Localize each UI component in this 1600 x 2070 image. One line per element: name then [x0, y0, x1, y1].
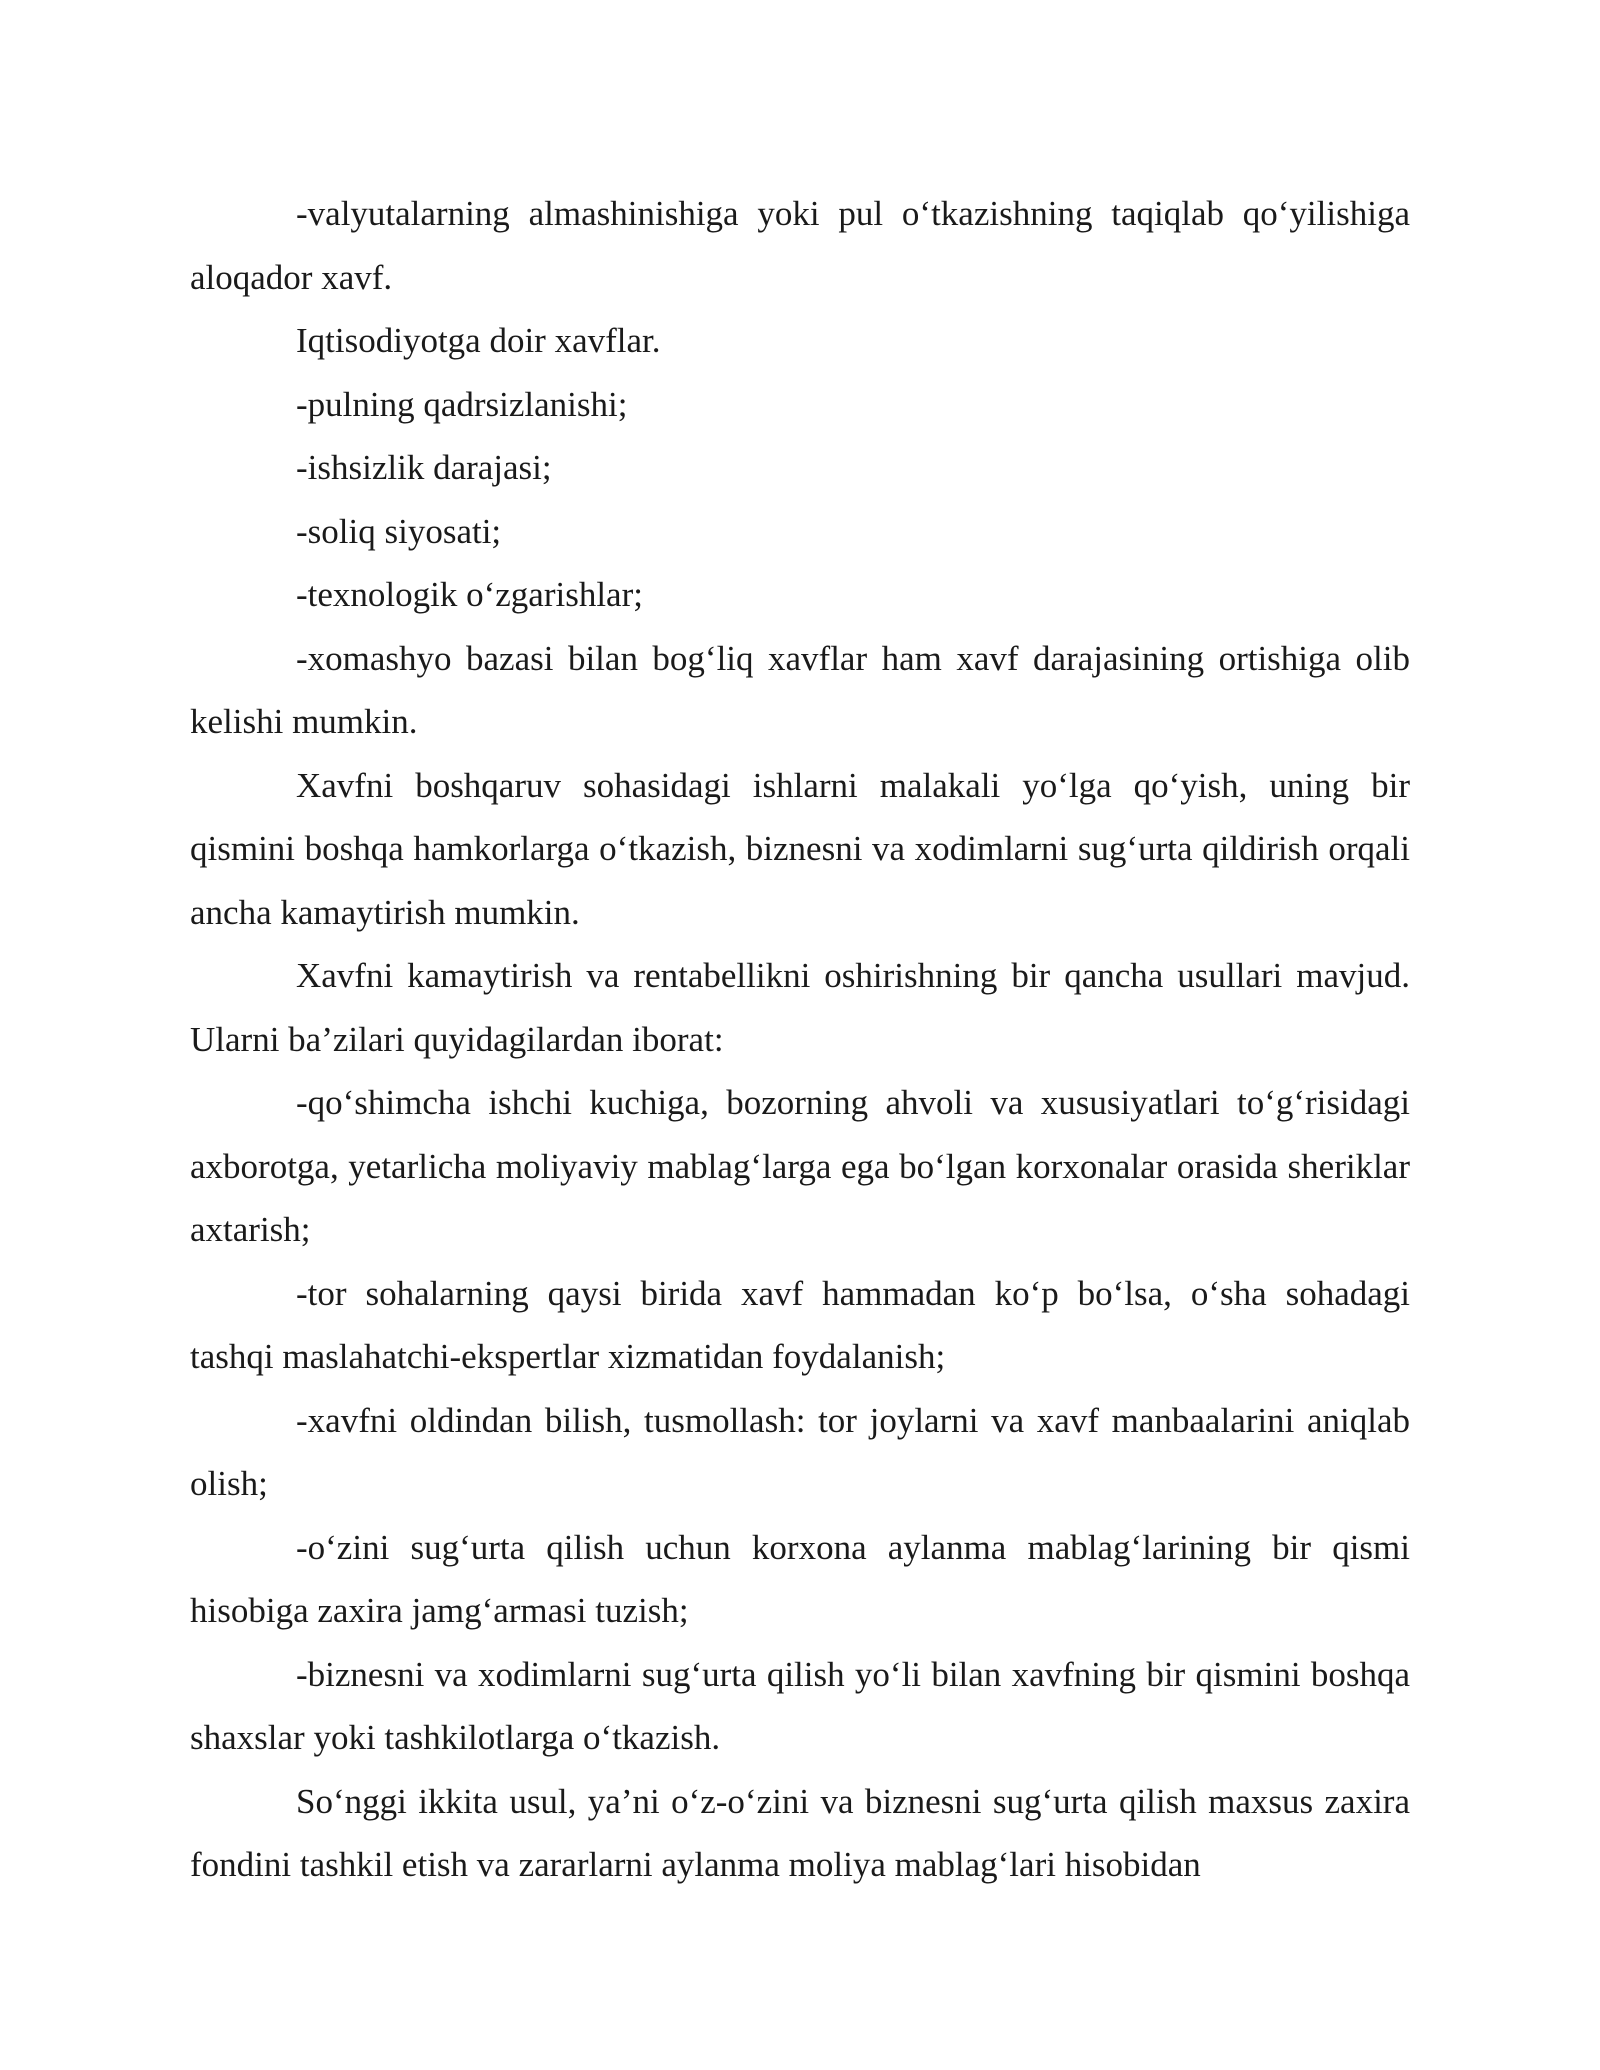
paragraph-currency-exchange-risk: -valyutalarning almashinishiga yoki pul o‘tkazishning taqiqlab qo‘yilishiga aloqador xavf. — [190, 194, 1410, 297]
list-item-tax-policy: -soliq siyosati; — [296, 511, 502, 551]
list-item-risk-forecasting: -xavfni oldindan bilish, tusmollash: tor joylarni va xavf manbaalarini aniqlab olish; — [190, 1400, 1410, 1503]
paragraph-economic-risks-heading: Iqtisodiyotga doir xavflar. — [296, 321, 661, 360]
list-item-inflation: -pulning qadrsizlanishi; — [296, 384, 628, 424]
document-page — [190, 182, 1410, 1897]
list-item-external-consultants: -tor sohalarning qaysi birida xavf hammadan ko‘p bo‘lsa, o‘sha sohadagi tashqi maslahatchi-ekspertlar xizmatidan foydalanish; — [190, 1273, 1410, 1376]
list-item-raw-material-risks: -xomashyo bazasi bilan bog‘liq xavflar ham xavf darajasining ortishiga olib kelishi mumkin. — [190, 638, 1410, 741]
paragraph-risk-reduction-methods: Xavfni kamaytirish va rentabellikni oshirishning bir qancha usullari mavjud. Ularni ba’zilari quyidagilardan iborat: — [190, 956, 1410, 1059]
list-item-reserve-fund: -o‘zini sug‘urta qilish uchun korxona aylanma mablag‘larining bir qismi hisobiga zaxira jamg‘armasi tuzish; — [190, 1527, 1410, 1630]
paragraph-risk-management: Xavfni boshqaruv sohasidagi ishlarni malakali yo‘lga qo‘yish, uning bir qismini boshqa hamkorlarga o‘tkazish, biznesni va xodimlarni sug‘urta qildirish orqali ancha kamaytirish mumkin. — [190, 765, 1410, 932]
list-item-insurance-transfer: -biznesni va xodimlarni sug‘urta qilish yo‘li bilan xavfning bir qismini boshqa shaxslar yoki tashkilotlarga o‘tkazish. — [190, 1654, 1410, 1757]
list-item-unemployment: -ishsizlik darajasi; — [296, 448, 552, 487]
list-item-technological-changes: -texnologik o‘zgarishlar; — [296, 575, 643, 614]
list-item-find-partners: -qo‘shimcha ishchi kuchiga, bozorning ahvoli va xususiyatlari to‘g‘risidagi axborotga, yetarlicha moliyaviy mablag‘larga ega bo‘lgan korxonalar orasida sheriklar axtarish; — [190, 1083, 1410, 1249]
paragraph-last-two-methods: So‘nggi ikkita usul, ya’ni o‘z-o‘zini va biznesni sug‘urta qilish maxsus zaxira fondini tashkil etish va zararlarni aylanma moliya mablag‘lari hisobidan — [190, 1781, 1410, 1884]
